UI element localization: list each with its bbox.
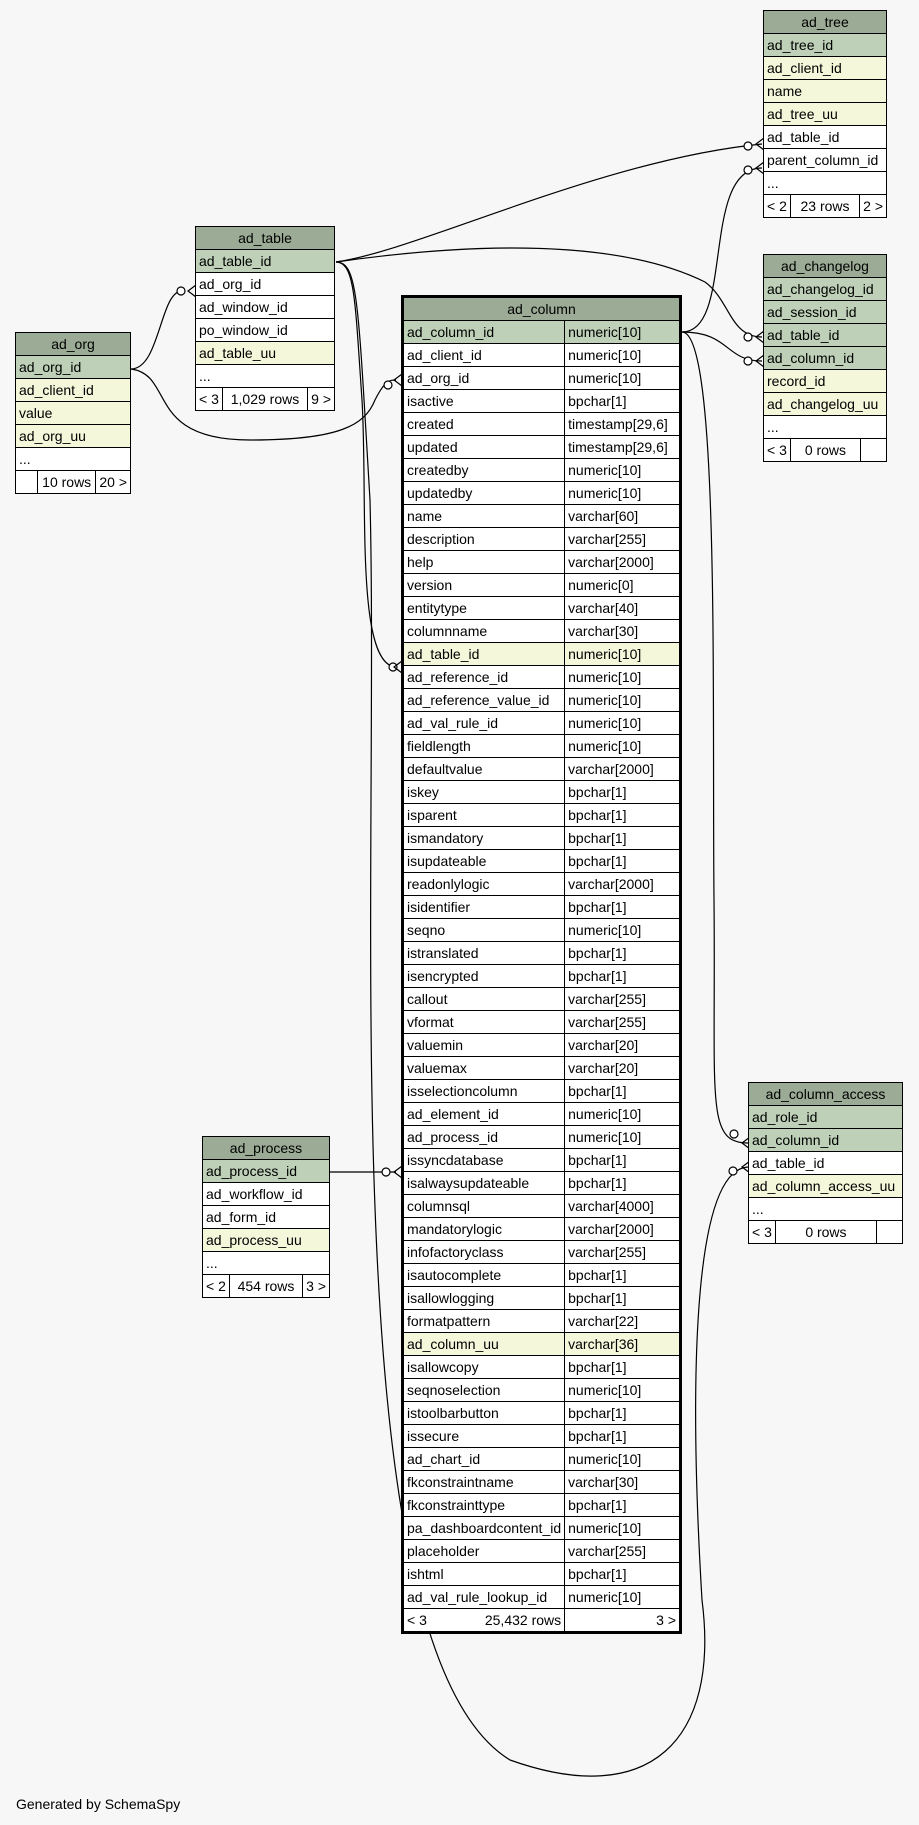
column-row[interactable] [403,505,681,528]
column-row[interactable] [203,1183,330,1206]
column-row[interactable] [764,34,887,57]
column-name: ... [764,416,887,439]
column-type: bpchar[1] [565,1264,681,1287]
column-name: version [403,574,565,597]
column-row[interactable] [403,1563,681,1586]
table-ad-column-access[interactable] [748,1082,903,1244]
column-row[interactable] [764,103,887,126]
column-type: varchar[255] [565,528,681,551]
column-type: numeric[10] [565,459,681,482]
column-row[interactable] [403,1195,681,1218]
column-row[interactable] [203,1252,330,1275]
column-name: created [403,413,565,436]
column-row[interactable] [403,390,681,413]
column-name: isalwaysupdateable [403,1172,565,1195]
column-name: ad_org_id [403,367,565,390]
column-name: fieldlength [403,735,565,758]
edge-ad-column-to-ad-column-access [682,332,748,1143]
column-row[interactable] [16,402,131,425]
column-name: description [403,528,565,551]
column-row[interactable] [203,1160,330,1183]
generated-by-footer: Generated by SchemaSpy [16,1796,181,1812]
column-name: ad_org_id [196,273,335,296]
column-row[interactable] [403,574,681,597]
column-name: ad_table_id [403,643,565,666]
column-type: bpchar[1] [565,896,681,919]
column-name: ad_chart_id [403,1448,565,1471]
column-type: bpchar[1] [565,804,681,827]
children-count[interactable]: 3 > [565,1609,681,1633]
column-name: fkconstrainttype [403,1494,565,1517]
column-type: numeric[10] [565,712,681,735]
column-row[interactable] [203,1229,330,1252]
column-type: varchar[20] [565,1057,681,1080]
column-type: bpchar[1] [565,781,681,804]
column-type: numeric[10] [565,1126,681,1149]
column-name: updated [403,436,565,459]
column-type: varchar[4000] [565,1195,681,1218]
column-row[interactable] [764,347,887,370]
column-type: numeric[10] [565,321,681,344]
column-name: po_window_id [196,319,335,342]
column-name: ad_changelog_id [764,278,887,301]
column-row[interactable] [403,459,681,482]
column-name: name [403,505,565,528]
column-row[interactable] [764,393,887,416]
table-ad-tree[interactable] [763,10,887,218]
column-type: bpchar[1] [565,1425,681,1448]
edge-end-circle [744,333,752,341]
column-row[interactable] [16,379,131,402]
column-row[interactable] [749,1175,903,1198]
parents-count[interactable] [16,471,38,494]
edge-ad-table-to-ad-column-table [336,262,396,667]
column-row[interactable] [403,712,681,735]
column-name: columnname [403,620,565,643]
column-row[interactable] [764,301,887,324]
column-name: ad_column_id [403,321,565,344]
column-row[interactable] [403,1494,681,1517]
column-name: defaultvalue [403,758,565,781]
column-row[interactable] [196,319,335,342]
column-name: record_id [764,370,887,393]
column-name: ... [16,448,131,471]
column-row[interactable] [403,1241,681,1264]
column-name: ad_session_id [764,301,887,324]
column-type: numeric[10] [565,1586,681,1609]
table-footer-row [764,195,887,218]
parents-count[interactable]: < 3 [407,1612,427,1628]
column-row[interactable] [403,528,681,551]
column-row[interactable] [196,365,335,388]
column-row[interactable] [16,448,131,471]
column-name: ad_process_id [403,1126,565,1149]
row-count: 25,432 rows [484,1612,562,1628]
column-row[interactable] [749,1152,903,1175]
column-name: seqnoselection [403,1379,565,1402]
column-type: bpchar[1] [565,1287,681,1310]
column-name: istranslated [403,942,565,965]
row-count: 0 rows [790,439,860,462]
column-name: columnsql [403,1195,565,1218]
column-row[interactable] [403,758,681,781]
column-name: ad_table_uu [196,342,335,365]
column-type: numeric[10] [565,919,681,942]
column-name: ad_window_id [196,296,335,319]
column-name: ad_process_id [203,1160,330,1183]
column-name: ad_workflow_id [203,1183,330,1206]
column-name: ismandatory [403,827,565,850]
column-row[interactable] [403,1103,681,1126]
column-name: ad_form_id [203,1206,330,1229]
column-row[interactable] [16,425,131,448]
edge-ad-org-to-ad-table [131,291,182,369]
column-name: infofactoryclass [403,1241,565,1264]
column-name: ... [749,1198,903,1221]
parents-count[interactable]: < 2 [203,1275,230,1298]
column-row[interactable] [403,1172,681,1195]
column-type: varchar[255] [565,1241,681,1264]
column-row[interactable] [749,1106,903,1129]
children-count[interactable]: 2 > [860,195,887,218]
table-ad-changelog[interactable] [763,254,887,462]
column-name: help [403,551,565,574]
column-row[interactable] [196,342,335,365]
column-type: numeric[10] [565,1448,681,1471]
edge-end-circle [744,166,752,174]
parents-count[interactable]: < 2 [764,195,791,218]
table-ad-table[interactable] [195,226,335,411]
column-row[interactable] [764,370,887,393]
row-count: 10 rows [38,471,96,494]
row-count: 454 rows [229,1275,302,1298]
column-type: varchar[36] [565,1333,681,1356]
children-count[interactable]: 9 > [308,388,335,411]
column-type: bpchar[1] [565,850,681,873]
edge-ad-table-to-ad-tree [336,144,762,262]
column-name: value [16,402,131,425]
column-row[interactable] [196,250,335,273]
column-type: bpchar[1] [565,965,681,988]
table-title[interactable]: ad_column [403,297,681,321]
column-name: ad_tree_id [764,34,887,57]
parents-count[interactable]: < 3 [764,439,791,462]
column-name: iskey [403,781,565,804]
children-count[interactable]: 20 > [96,471,131,494]
column-row[interactable] [203,1206,330,1229]
column-row[interactable] [403,942,681,965]
column-name: isselectioncolumn [403,1080,565,1103]
column-row[interactable] [403,919,681,942]
column-name: ad_table_id [196,250,335,273]
edge-end-circle [384,381,392,389]
column-name: isallowcopy [403,1356,565,1379]
column-name: ad_table_id [749,1152,903,1175]
row-count: 23 rows [790,195,859,218]
column-row[interactable] [403,896,681,919]
column-row[interactable] [749,1198,903,1221]
column-row[interactable] [764,57,887,80]
column-name: ... [196,365,335,388]
children-count[interactable] [861,439,887,462]
column-row[interactable] [403,1057,681,1080]
column-type: numeric[10] [565,666,681,689]
column-name: isallowlogging [403,1287,565,1310]
parents-count[interactable]: < 3 [749,1221,776,1244]
column-row[interactable] [403,781,681,804]
table-footer-row [749,1221,903,1244]
children-count[interactable]: 3 > [303,1275,330,1298]
column-name: ad_reference_value_id [403,689,565,712]
column-type: varchar[22] [565,1310,681,1333]
parents-count[interactable]: < 3 [196,388,223,411]
column-row[interactable] [403,1264,681,1287]
column-row[interactable] [749,1129,903,1152]
column-name: isidentifier [403,896,565,919]
column-type: numeric[10] [565,1103,681,1126]
column-row[interactable] [403,436,681,459]
column-row[interactable] [403,988,681,1011]
column-row[interactable] [403,1586,681,1609]
column-name: seqno [403,919,565,942]
column-name: isparent [403,804,565,827]
column-row[interactable] [403,1379,681,1402]
column-type: numeric[10] [565,643,681,666]
column-row[interactable] [403,413,681,436]
column-name: readonlylogic [403,873,565,896]
column-type: varchar[60] [565,505,681,528]
column-name: isactive [403,390,565,413]
column-row[interactable] [403,597,681,620]
column-name: ad_column_uu [403,1333,565,1356]
column-row[interactable] [403,1402,681,1425]
column-row[interactable] [403,804,681,827]
column-name: ad_client_id [403,344,565,367]
edge-end-circle [382,1168,390,1176]
column-type: bpchar[1] [565,1356,681,1379]
column-row[interactable] [403,1310,681,1333]
column-row[interactable] [403,482,681,505]
column-row[interactable] [403,643,681,666]
column-name: valuemin [403,1034,565,1057]
column-name: isautocomplete [403,1264,565,1287]
column-type: varchar[255] [565,1011,681,1034]
column-type: varchar[20] [565,1034,681,1057]
column-row[interactable] [403,1471,681,1494]
column-row[interactable] [764,324,887,347]
table-ad-process[interactable] [202,1136,330,1298]
column-name: ad_column_access_uu [749,1175,903,1198]
column-name: issyncdatabase [403,1149,565,1172]
column-name: callout [403,988,565,1011]
table-footer-row [16,471,131,494]
column-row[interactable] [764,172,887,195]
column-name: ad_val_rule_id [403,712,565,735]
column-name: ad_changelog_uu [764,393,887,416]
table-footer-row [403,1609,681,1633]
column-type: numeric[10] [565,367,681,390]
column-type: numeric[10] [565,689,681,712]
column-row[interactable] [403,873,681,896]
column-row[interactable] [403,1540,681,1563]
edge-end-circle [730,1130,738,1138]
column-name: entitytype [403,597,565,620]
edge-end-circle [729,1167,737,1175]
column-name: createdby [403,459,565,482]
column-row[interactable] [403,965,681,988]
column-row[interactable] [196,273,335,296]
column-type: timestamp[29,6] [565,413,681,436]
column-row[interactable] [403,1333,681,1356]
column-row[interactable] [403,1218,681,1241]
column-name: ... [764,172,887,195]
column-row[interactable] [403,1356,681,1379]
column-type: varchar[255] [565,988,681,1011]
table-ad-org[interactable] [15,332,131,494]
column-row[interactable] [403,1080,681,1103]
column-type: bpchar[1] [565,1080,681,1103]
column-name: isencrypted [403,965,565,988]
table-footer-row [764,439,887,462]
column-row[interactable] [403,1517,681,1540]
table-title[interactable]: ad_tree [764,11,887,34]
column-name: ad_column_id [749,1129,903,1152]
column-name: placeholder [403,1540,565,1563]
table-title[interactable]: ad_column_access [749,1083,903,1106]
table-ad-column[interactable] [401,295,682,1634]
table-title[interactable]: ad_table [196,227,335,250]
column-type: varchar[30] [565,620,681,643]
column-type: varchar[2000] [565,758,681,781]
column-type: numeric[10] [565,344,681,367]
column-row[interactable] [196,296,335,319]
column-row[interactable] [403,827,681,850]
table-footer-row [203,1275,330,1298]
column-name: ad_reference_id [403,666,565,689]
column-row[interactable] [16,356,131,379]
column-name: ad_org_uu [16,425,131,448]
row-count: 1,029 rows [222,388,307,411]
column-row[interactable] [403,321,681,344]
column-name: ad_client_id [16,379,131,402]
column-name: ishtml [403,1563,565,1586]
column-row[interactable] [764,278,887,301]
column-type: bpchar[1] [565,1402,681,1425]
column-name: formatpattern [403,1310,565,1333]
column-row[interactable] [764,149,887,172]
table-title[interactable]: ad_changelog [764,255,887,278]
column-name: istoolbarbutton [403,1402,565,1425]
column-row[interactable] [403,620,681,643]
column-name: vformat [403,1011,565,1034]
column-name: ad_val_rule_lookup_id [403,1586,565,1609]
column-type: bpchar[1] [565,390,681,413]
column-name: ad_element_id [403,1103,565,1126]
column-type: varchar[40] [565,597,681,620]
column-row[interactable] [403,850,681,873]
column-row[interactable] [403,689,681,712]
column-type: bpchar[1] [565,942,681,965]
column-row[interactable] [403,1287,681,1310]
column-name: ad_tree_uu [764,103,887,126]
column-row[interactable] [403,1448,681,1471]
column-row[interactable] [403,666,681,689]
column-row[interactable] [403,1011,681,1034]
column-name: pa_dashboardcontent_id [403,1517,565,1540]
column-row[interactable] [403,735,681,758]
column-name: parent_column_id [764,149,887,172]
column-name: issecure [403,1425,565,1448]
column-type: numeric[10] [565,735,681,758]
column-type: numeric[10] [565,1517,681,1540]
column-type: bpchar[1] [565,1494,681,1517]
column-row[interactable] [403,1034,681,1057]
column-type: bpchar[1] [565,1172,681,1195]
table-title[interactable]: ad_org [16,333,131,356]
column-type: timestamp[29,6] [565,436,681,459]
edge-ad-column-to-ad-tree [682,168,762,332]
column-name: mandatorylogic [403,1218,565,1241]
column-row[interactable] [403,551,681,574]
column-type: varchar[2000] [565,551,681,574]
column-name: ad_client_id [764,57,887,80]
column-name: ad_process_uu [203,1229,330,1252]
column-type: bpchar[1] [565,1563,681,1586]
column-type: bpchar[1] [565,1149,681,1172]
column-row[interactable] [764,80,887,103]
column-type: numeric[10] [565,482,681,505]
column-type: varchar[2000] [565,1218,681,1241]
column-name: ad_org_id [16,356,131,379]
footer-cell [403,1609,565,1633]
column-type: bpchar[1] [565,827,681,850]
column-row[interactable] [403,344,681,367]
edge-end-circle [744,142,752,150]
column-name: ad_table_id [764,126,887,149]
column-row[interactable] [764,126,887,149]
column-name: name [764,80,887,103]
column-row[interactable] [403,1425,681,1448]
column-name: ... [203,1252,330,1275]
column-name: valuemax [403,1057,565,1080]
children-count[interactable] [877,1221,903,1244]
column-row[interactable] [764,416,887,439]
column-type: varchar[255] [565,1540,681,1563]
row-count: 0 rows [775,1221,876,1244]
table-title[interactable]: ad_process [203,1137,330,1160]
edge-end-circle [177,287,185,295]
edge-end-circle [744,357,752,365]
column-name: updatedby [403,482,565,505]
column-type: numeric[0] [565,574,681,597]
column-type: varchar[2000] [565,873,681,896]
column-name: isupdateable [403,850,565,873]
column-row[interactable] [403,1149,681,1172]
column-row[interactable] [403,1126,681,1149]
column-type: numeric[10] [565,1379,681,1402]
column-name: fkconstraintname [403,1471,565,1494]
column-name: ad_table_id [764,324,887,347]
column-type: varchar[30] [565,1471,681,1494]
column-name: ad_role_id [749,1106,903,1129]
table-footer-row [196,388,335,411]
column-row[interactable] [403,367,681,390]
column-name: ad_column_id [764,347,887,370]
